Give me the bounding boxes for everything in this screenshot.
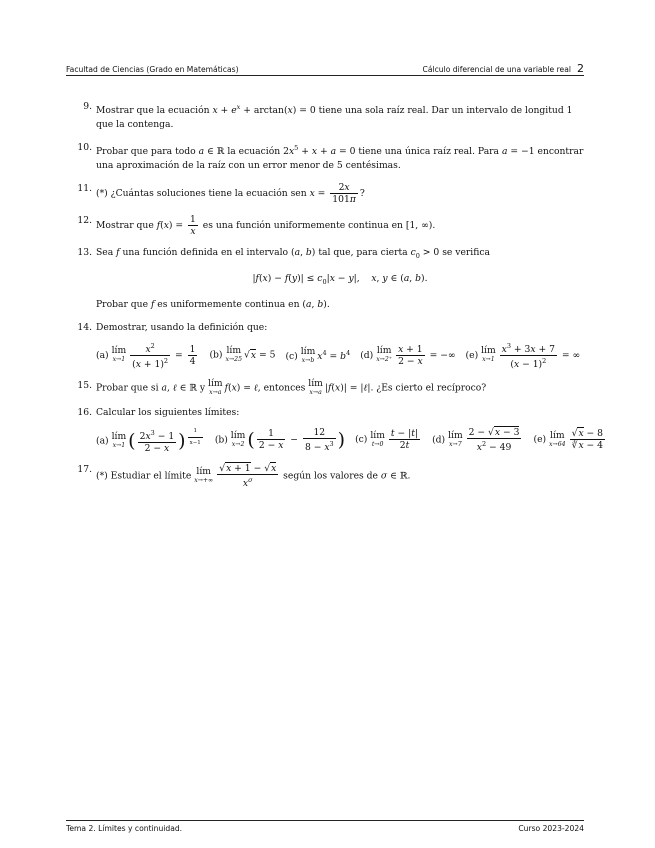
exercise-text xyxy=(96,321,584,370)
text-part: tiene una sola raíz real. Dar un intervalo de longitud 1 que la contenga. xyxy=(96,105,573,131)
exercise-text: Mostrar que la ecuación $x + e^x + \arctan(x) = 0$ tiene una sola raíz real. Dar un intervalo de longitud 1 que la contenga. xyxy=(96,103,573,131)
exercise-number: 12. xyxy=(77,215,92,227)
text-part: (*) Estudiar el límite xyxy=(96,470,192,482)
page-header xyxy=(66,62,584,75)
text-part: Mostrar que xyxy=(96,220,154,232)
item-label: (b) xyxy=(209,349,223,361)
text-part: según los valores de xyxy=(283,470,378,482)
exercise-number: 17. xyxy=(77,464,92,475)
exercise-10 xyxy=(70,141,584,173)
limit-row: (a) lím x→1 $\frac{x^2}{(x + 1)^2}$ = $\frac{1}{4}$ (b) lím x→25 √x = 5 (c) lím x→b $x^4 = b^4$ (d) lím x→2⁺ $\frac{x + 1}{2 - x}$ = −∞ (e) lím x→1 $\frac{x^3 + 3x + 7}{(x - 1)^2}$ = ∞ xyxy=(96,341,581,370)
header-left: Facultad de Ciencias (Grado en Matemáticas) xyxy=(66,65,239,74)
text-part: una función definida en el intervalo xyxy=(122,247,289,259)
exercise-number: 9. xyxy=(83,101,92,112)
text-part: la ecuación xyxy=(227,146,281,158)
text-part: es uniformemente continua en xyxy=(157,298,300,310)
exercise-text: Sea f una función definida en el intervalo (a, b) tal que, para cierta $c_0 > 0$ se verifica $|f(x) - f(y)| \le c_0|x - y|$, x, y ∈ (a, b). Probar que f es uniformemente continua en (a, b). xyxy=(96,246,584,312)
item-label: (b) xyxy=(214,434,228,446)
text-part: Probar que xyxy=(96,298,149,310)
text-part: es una función uniformemente continua en xyxy=(202,220,403,232)
header-right-group xyxy=(423,62,584,75)
footer-rule xyxy=(66,820,584,821)
item-label: (a) xyxy=(96,349,109,361)
item-label: (e) xyxy=(465,349,479,361)
text-part: y xyxy=(199,382,206,394)
header-right: Cálculo diferencial de una variable real xyxy=(422,65,571,74)
item-label: (d) xyxy=(432,434,446,446)
text-part: Sea xyxy=(96,247,114,259)
exercise-15 xyxy=(70,379,584,397)
exercise-text: Probar que si a, ℓ ∈ ℝ y lím x→a f(x) = ℓ, entonces lím x→a |f(x)| = |ℓ|. ¿Es cierto el recíproco? xyxy=(96,377,487,396)
text-part: Calcular los siguientes límites: xyxy=(96,406,240,418)
text-part: (*) ¿Cuántas soluciones tiene la ecuación sen xyxy=(96,188,307,200)
text-part: Mostrar que la ecuación xyxy=(96,105,210,117)
item-label: (e) xyxy=(533,434,547,446)
item-label: (a) xyxy=(96,435,109,447)
fraction: $\frac{2x}{101\pi}$ xyxy=(332,182,356,206)
page-number: 2 xyxy=(577,62,584,75)
exercise-number: 15. xyxy=(77,379,92,391)
exercise-number: 10. xyxy=(77,142,92,154)
text-part: Probar que para todo xyxy=(96,146,196,158)
header-rule xyxy=(66,75,584,76)
exercise-text: (*) ¿Cuántas soluciones tiene la ecuación sen x = $\frac{2x}{101\pi}$ ? xyxy=(96,182,365,206)
exercise-14 xyxy=(70,321,584,370)
text-part: Demostrar, usando la definición que: xyxy=(96,321,268,333)
exercise-number: 13. xyxy=(77,247,92,259)
exercise-9 xyxy=(70,100,584,132)
exercise-17 xyxy=(70,463,584,489)
exercise-list xyxy=(70,100,604,498)
exercise-number: 11. xyxy=(77,183,92,195)
text-part: . ¿Es cierto el recíproco? xyxy=(370,382,487,394)
text-part: tiene una única raíz real. Para xyxy=(358,146,500,158)
text-part: Probar que si xyxy=(96,382,159,394)
exercise-number: 14. xyxy=(77,321,92,333)
limit-row: (a) lím x→1 ( $\frac{2x^3 - 1}{2 - x}$ ) $^{\frac{1}{x-1}}$ (b) lím x→2 ( $\frac{1}{2 - x}$ − $\frac{12}{8 - x^3}$ ) (c) lím t→0 $\frac{t - |t|}{2t}$ (d) lím x→7 $\frac{2 - √x - 3}{x^2 - 49}$ (e) lím x→64 $\frac{√x - 8}{∛x - 4}$ xyxy=(96,426,604,454)
fraction: $\frac{1}{x}$ xyxy=(190,214,196,238)
text-part: , entonces xyxy=(257,382,306,394)
footer-left: Tema 2. Límites y continuidad. xyxy=(66,824,183,833)
exercise-number: 16. xyxy=(77,406,92,418)
exercise-text xyxy=(96,406,607,454)
item-label: (d) xyxy=(360,349,374,361)
exercise-text: (*) Estudiar el límite lím x→+∞ $\frac{√x + 1 - √x}{x^\sigma}$ según los valores de σ ∈ ℝ. xyxy=(96,463,411,490)
exercise-13 xyxy=(70,246,584,312)
item-label: (c) xyxy=(285,350,298,362)
text-part: encontrar una aproximación de la raíz con un error menor de 5 centésimas. xyxy=(96,146,584,172)
exercise-11 xyxy=(70,182,584,205)
item-label: (c) xyxy=(355,434,368,446)
page-footer xyxy=(66,824,584,833)
exercise-text: Probar que para todo a ∈ ℝ la ecuación $2x^5 + x + a = 0$ tiene una única raíz real. Para a = −1 encontrar una aproximación de la raíz con un error menor de 5 centésimas. xyxy=(96,144,584,172)
text-part: tal que, para cierta xyxy=(318,247,408,259)
text-part: se verifica xyxy=(442,247,490,259)
display-equation: $|f(x) - f(y)| \le c_0|x - y|$, x, y ∈ (a, b). xyxy=(252,272,428,286)
exercise-16 xyxy=(70,406,604,454)
exercise-12 xyxy=(70,214,584,237)
footer-right: Curso 2023-2024 xyxy=(518,824,584,833)
exercise-text: Mostrar que f(x) = $\frac{1}{x}$ es una función uniformemente continua en [1, ∞). xyxy=(96,214,436,238)
